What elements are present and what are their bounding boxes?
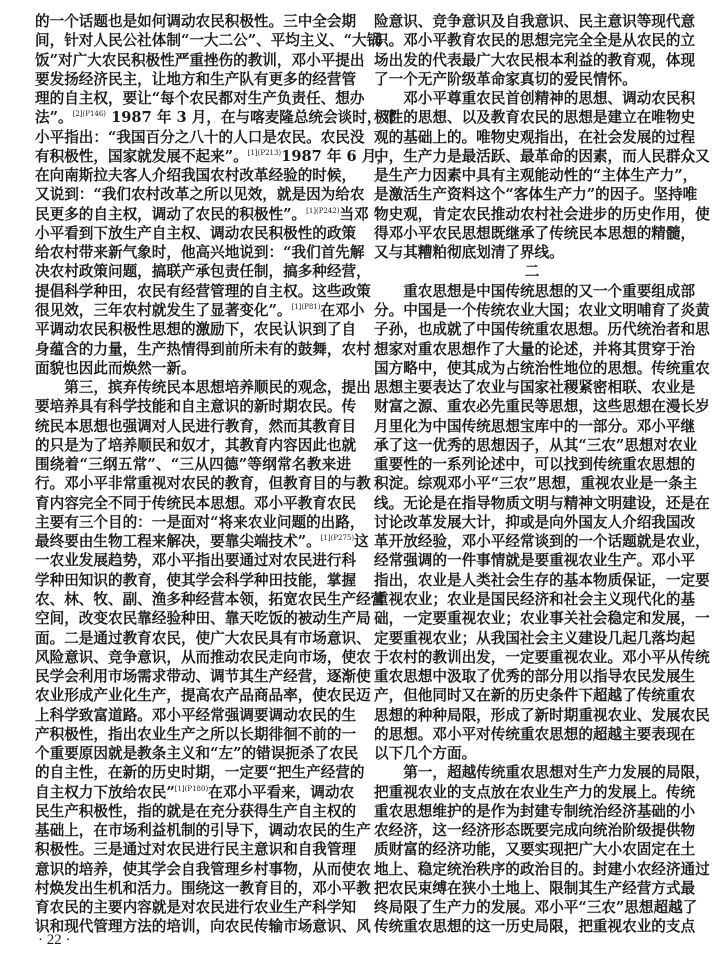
text-line: [35, 70, 357, 89]
text-segment: 地上、稳定统治秩序的政治目的。封建小农经济通过: [374, 860, 710, 878]
text-line: [374, 609, 710, 628]
text-column-right: [374, 12, 710, 937]
text-line: [35, 262, 371, 281]
text-segment: 子孙，也成就了中国传统重农思想。历代统治者和思: [374, 321, 710, 339]
text-segment: 给农村带来新气象时，他高兴地说到：“我们首先解: [35, 244, 365, 262]
text-segment: 民更多的自主权，调动了农民的积极性”。: [35, 205, 307, 223]
text-segment: 场出发的代表最广大农民根本利益的教育观，体现: [374, 51, 696, 69]
text-segment: 民生产积极性，指的就是在充分获得生产自主权的: [35, 802, 357, 820]
text-line: [374, 89, 696, 108]
text-segment: 国方略中，使其成为占统治性地位的思想。传统重农: [374, 359, 710, 377]
text-segment: 思想的种种局限，形成了新时期重视农业、发展农民: [374, 706, 710, 724]
text-line: [374, 763, 710, 782]
text-line: [35, 282, 371, 301]
text-line: [35, 686, 371, 705]
text-segment: 很见效，三年农村就发生了显著变化”。: [35, 301, 292, 319]
text-segment: 把农民束缚在狭小土地上、限制其生产经营方式最: [374, 879, 696, 897]
text-line: [35, 706, 357, 725]
text-line: [374, 821, 696, 840]
text-segment: 当邓: [339, 205, 369, 223]
text-segment: 线。无论是在指导物质文明与精神文明建设，还是在: [374, 494, 710, 512]
text-segment: 是生产力因素中具有主观能动性的“主体生产力”，: [374, 167, 698, 185]
text-line: [374, 590, 696, 609]
text-line: [35, 571, 357, 590]
text-line: [35, 840, 357, 859]
text-line: [374, 783, 696, 802]
text-segment: 基础上，在市场利益机制的引导下，调动农民的生产: [35, 822, 371, 840]
text-line: [35, 12, 357, 31]
text-line: [35, 31, 382, 50]
text-line: [374, 706, 710, 725]
text-segment: 身蕴含的力量，生产热情得到前所未有的鼓舞，农村: [35, 340, 371, 358]
text-segment: 了一个无产阶级革命家真切的爱民情怀。: [374, 70, 637, 88]
text-line: [35, 763, 365, 782]
citation-superscript: [1](P275): [320, 534, 355, 543]
text-line: [35, 860, 371, 879]
text-line: [35, 802, 357, 821]
text-segment: 农业形成产业化生产，提高农产品商品率，使农民迈: [35, 687, 371, 705]
text-segment: 以下几个方面。: [374, 745, 477, 763]
text-line: [374, 359, 710, 378]
text-segment: 想家对重农思想作了大量的论述，并将其贯穿于治: [374, 340, 696, 358]
text-segment: 育农民的主要内容就是对农民进行农业生产科学知: [35, 899, 357, 917]
text-segment: 识和现代管理方法的培训，向农民传输市场意识、风: [35, 918, 371, 936]
text-segment: 1987 年 6 月，: [281, 147, 391, 165]
text-line: [374, 282, 696, 301]
text-segment: 重农思想中汲取了优秀的部分用以指导农民发展生: [374, 668, 696, 686]
text-segment: 个重要原因就是教条主义和“左”的错误扼杀了农民: [35, 745, 359, 763]
citation-superscript: [1](P180): [174, 784, 209, 793]
text-segment: 要发扬经济民主，让地方和生产队有更多的经营管: [35, 70, 357, 88]
text-line: [35, 783, 355, 802]
text-segment: 产积极性，指出农业生产之所以长期徘徊不前的一: [35, 725, 357, 743]
text-segment: 农、林、牧、副、渔多种经营本领，拓宽农民生产经营: [35, 590, 386, 608]
text-segment: 月里化为中国传统思想宝库中的一部分。邓小平继: [374, 417, 696, 435]
text-segment: 小平指出：“我国百分之八十的人口是农民。农民没: [35, 128, 365, 146]
text-line: [35, 821, 371, 840]
text-segment: 重视农业；农业是国民经济和社会主义现代化的基: [374, 590, 696, 608]
text-segment: 决农村政策问题，搞联产承包责任制，搞多种经营，: [35, 263, 371, 281]
text-segment: 面貌也因此而焕然一新。: [35, 359, 196, 377]
text-segment: 1987 年 3 月，在与喀麦隆总统会谈时，邓: [106, 109, 397, 127]
text-line: [374, 436, 698, 455]
text-line: [374, 51, 696, 70]
section-heading: [374, 262, 690, 281]
text-segment: 分。中国是一个传统农业大国；农业文明哺育了炎黄: [374, 301, 710, 319]
text-line: [374, 301, 710, 320]
citation-superscript: [1](P81): [291, 303, 321, 312]
text-line: [35, 51, 365, 70]
citation-superscript: [1](P242): [306, 206, 340, 215]
text-segment: 重要性的一系列论述中，可以找到传统重农思想的: [374, 456, 696, 474]
text-segment: 又说到：“我们农村改革之所以见效，就是因为给农: [35, 186, 365, 204]
text-segment: 上科学致富道路。邓小平经常强调要调动农民的生: [35, 706, 357, 724]
text-line: [374, 320, 710, 339]
text-segment: 提倡科学种田，农民有经营管理的自主权。这些政策: [35, 282, 371, 300]
text-segment: 空间，改变农民靠经验种田、靠天吃饭的被动生产局: [35, 610, 371, 628]
text-line: [35, 590, 386, 609]
text-line: [374, 494, 710, 513]
text-line: [35, 609, 371, 628]
text-line: [35, 474, 371, 493]
text-segment: 定要重视农业；从我国社会主义建设几起几落均起: [374, 629, 696, 647]
text-line: [374, 417, 696, 436]
text-segment: 在邓小平看来，调动农: [208, 783, 355, 801]
text-line: [374, 840, 696, 859]
text-line: [35, 513, 365, 532]
text-segment: 风险意识、竞争意识，从而推动农民走向市场，使农: [35, 648, 371, 666]
text-segment: 极性的思想、以及教育农民的思想是建立在唯物史: [374, 109, 696, 127]
text-line: [35, 359, 351, 378]
text-line: [374, 744, 690, 763]
text-line: [374, 571, 710, 590]
text-line: [374, 513, 696, 532]
text-segment: 质财富的经济功能，又要实现把广大小农固定在土: [374, 841, 696, 859]
text-segment: 承了这一优秀的思想因子，从其“三农”思想对农业: [374, 436, 698, 454]
text-line: [374, 551, 696, 570]
text-line: [374, 532, 710, 551]
text-segment: 的自主性，在新的历史时期，一定要“把生产经营的: [35, 764, 365, 782]
text-line: [35, 108, 397, 127]
text-line: [374, 340, 696, 359]
text-segment: 有积极性，国家就发展不起来”。: [35, 147, 248, 165]
text-line: [374, 108, 696, 127]
text-segment: 观的基础上的。唯物史观指出，在社会发展的过程: [374, 128, 696, 146]
text-segment: 第一，超越传统重农思想对生产力发展的局限，: [403, 764, 710, 782]
text-line: [35, 185, 365, 204]
text-line: [35, 744, 359, 763]
text-line: [35, 455, 351, 474]
text-segment: 识。邓小平教育农民的思想完完全全是从农民的立: [374, 32, 696, 50]
text-segment: 平调动农民积极性思想的激励下，农民认识到了自: [35, 321, 357, 339]
text-segment: 中，生产力是最活跃、最革命的因素，而人民群众又: [374, 147, 710, 165]
text-segment: 重农思想是中国传统思想的又一个重要组成部: [403, 282, 696, 300]
text-segment: 育内容完全不同于传统民本思想。邓小平教育农民: [35, 494, 357, 512]
text-line: [374, 70, 690, 89]
text-line: [35, 147, 391, 166]
text-line: [374, 397, 710, 416]
text-segment: 学种田知识的教育，使其学会科学种田技能，掌握: [35, 571, 357, 589]
text-line: [35, 320, 357, 339]
text-line: [35, 397, 357, 416]
text-line: [35, 417, 357, 436]
text-segment: 二: [524, 263, 540, 281]
citation-superscript: [1](P213): [247, 149, 282, 157]
text-line: [374, 898, 698, 917]
text-segment: 是激活生产资料这个“客体生产力”的因子。坚持唯: [374, 186, 698, 204]
text-segment: 理的自主权，要让“每个农民都对生产负责任、想办: [35, 90, 365, 108]
text-line: [374, 917, 696, 936]
text-segment: 革开放经验，邓小平经常谈到的一个话题就是农业，: [374, 533, 710, 551]
text-line: [374, 725, 696, 744]
text-line: [35, 725, 357, 744]
text-line: [35, 340, 371, 359]
text-segment: 间，针对人民公社体制“一大二公”、平均主义、“大锅: [35, 32, 382, 50]
text-segment: 在向南斯拉夫客人介绍我国农村改革经验的时候，: [35, 167, 357, 185]
text-segment: 物史观，肯定农民推动农村社会进步的历史作用，使: [374, 205, 710, 223]
text-line: [374, 243, 690, 262]
text-segment: 传统重农思想的这一历史局限，把重视农业的支点: [374, 918, 696, 936]
text-line: [374, 224, 696, 243]
text-line: [35, 494, 357, 513]
text-line: [35, 532, 369, 551]
text-line: [374, 629, 696, 648]
text-segment: 积极性。三是通过对农民进行民主意识和自我管理: [35, 841, 357, 859]
text-line: [35, 128, 365, 147]
text-segment: 邓小平尊重农民首创精神的思想、调动农民积: [403, 90, 696, 108]
text-line: [374, 31, 696, 50]
text-line: [35, 648, 371, 667]
text-line: [374, 185, 698, 204]
text-segment: 意识的培养，使其学会自我管理乡村事物，从而使农: [35, 860, 371, 878]
text-line: [374, 879, 696, 898]
text-segment: 第三，摈弃传统民本思想培养顺民的观念，提出: [64, 379, 371, 397]
text-segment: 行。邓小平非常重视对农民的教育，但教育目的与教: [35, 475, 371, 493]
text-line: [374, 378, 696, 397]
text-segment: 村焕发出生机和活力。围绕这一教育目的，邓小平教: [35, 879, 371, 897]
text-segment: 础，一定要重视农业；农业事关社会稳定和发展，一: [374, 610, 710, 628]
text-line: [35, 205, 369, 224]
text-segment: 饭”对广大农民积极性严重挫伤的教训，邓小平提出: [35, 51, 365, 69]
text-segment: 于农村的教训出发，一定要重视农业。邓小平从传统: [374, 648, 710, 666]
text-line: [374, 12, 696, 31]
text-segment: 主要有三个目的：一是面对“将来农业问题的出路，: [35, 513, 365, 531]
text-line: [35, 917, 371, 936]
text-segment: 经常强调的一件事情就是要重视农业生产。邓小平: [374, 552, 696, 570]
text-line: [374, 648, 710, 667]
text-segment: 指出，农业是人类社会生存的基本物质保证，一定要: [374, 571, 710, 589]
text-line: [374, 455, 696, 474]
text-segment: 围绕着“三纲五常”、“三从四德”等纲常名教来进: [35, 456, 351, 474]
citation-superscript: [2](P146): [72, 110, 107, 119]
text-segment: 把重视农业的支点放在农业生产力的发展上。传统: [374, 783, 696, 801]
text-line: [35, 224, 357, 243]
text-line: [35, 667, 371, 686]
text-line: [374, 205, 710, 224]
text-line: [35, 89, 365, 108]
text-segment: 的一个话题也是如何调动农民积极性。三中全会期: [35, 13, 357, 30]
text-line: [35, 301, 365, 320]
text-segment: 讨论改革发展大计，抑或是向外国友人介绍我国改: [374, 513, 696, 531]
text-line: [35, 879, 371, 898]
text-line: [35, 629, 371, 648]
text-segment: 的思想。邓小平对传统重农思想的超越主要表现在: [374, 725, 696, 743]
text-line: [374, 667, 696, 686]
text-segment: 自主权力下放给农民”: [35, 783, 175, 801]
text-segment: 积淀。综观邓小平“三农”思想，重视农业是一条主: [374, 475, 698, 493]
text-segment: 在邓小: [320, 301, 365, 319]
page-number: · 22 ·: [38, 932, 71, 948]
text-segment: 又与其糟粕彻底划清了界线。: [374, 244, 564, 262]
text-segment: 这: [354, 533, 369, 551]
text-segment: 险意识、竞争意识及自我意识、民主意识等现代意: [374, 13, 696, 30]
text-line: [374, 128, 696, 147]
text-line: [35, 898, 357, 917]
text-segment: 思想主要表达了农业与国家社稷紧密相联、农业是: [374, 379, 696, 397]
text-segment: 最终要由生物工程来解决，要靠尖端技术”。: [35, 533, 321, 551]
text-column-left: [35, 12, 397, 937]
text-segment: 得邓小平农民思想既继承了传统民本思想的精髓，: [374, 224, 696, 242]
text-line: [374, 802, 696, 821]
text-segment: 重农思想维护的是作为封建专制统治经济基础的小: [374, 802, 696, 820]
text-line: [35, 551, 357, 570]
text-line: [35, 378, 371, 397]
text-line: [374, 860, 710, 879]
text-segment: 小平看到下放生产自主权、调动农民积极性的政策: [35, 224, 357, 242]
text-line: [374, 166, 698, 185]
text-segment: 面。二是通过教育农民，使广大农民具有市场意识、: [35, 629, 371, 647]
text-segment: 统民本思想也强调对人民进行教育，然而其教育目: [35, 417, 357, 435]
text-segment: 产，但他同时又在新的历史条件下超越了传统重农: [374, 687, 696, 705]
text-segment: 财富之源、重农必先重民等思想，这些思想在漫长岁: [374, 398, 710, 416]
text-segment: 的只是为了培养顺民和奴才，其教育内容因此也就: [35, 436, 357, 454]
text-segment: 农经济，这一经济形态既要完成向统治阶级提供物: [374, 822, 696, 840]
text-line: [374, 474, 698, 493]
text-line: [374, 686, 696, 705]
text-segment: 一农业发展趋势，邓小平指出要通过对农民进行科: [35, 552, 357, 570]
text-line: [35, 436, 357, 455]
text-segment: 法”。: [35, 109, 73, 127]
text-line: [35, 243, 365, 262]
text-line: [374, 147, 710, 166]
text-segment: 要培养具有科学技能和自主意识的新时期农民。传: [35, 398, 357, 416]
text-segment: 终局限了生产力的发展。邓小平“三农”思想超越了: [374, 899, 698, 917]
text-segment: 民学会利用市场需求带动、调节其生产经营，逐渐使: [35, 668, 371, 686]
text-line: [35, 166, 357, 185]
